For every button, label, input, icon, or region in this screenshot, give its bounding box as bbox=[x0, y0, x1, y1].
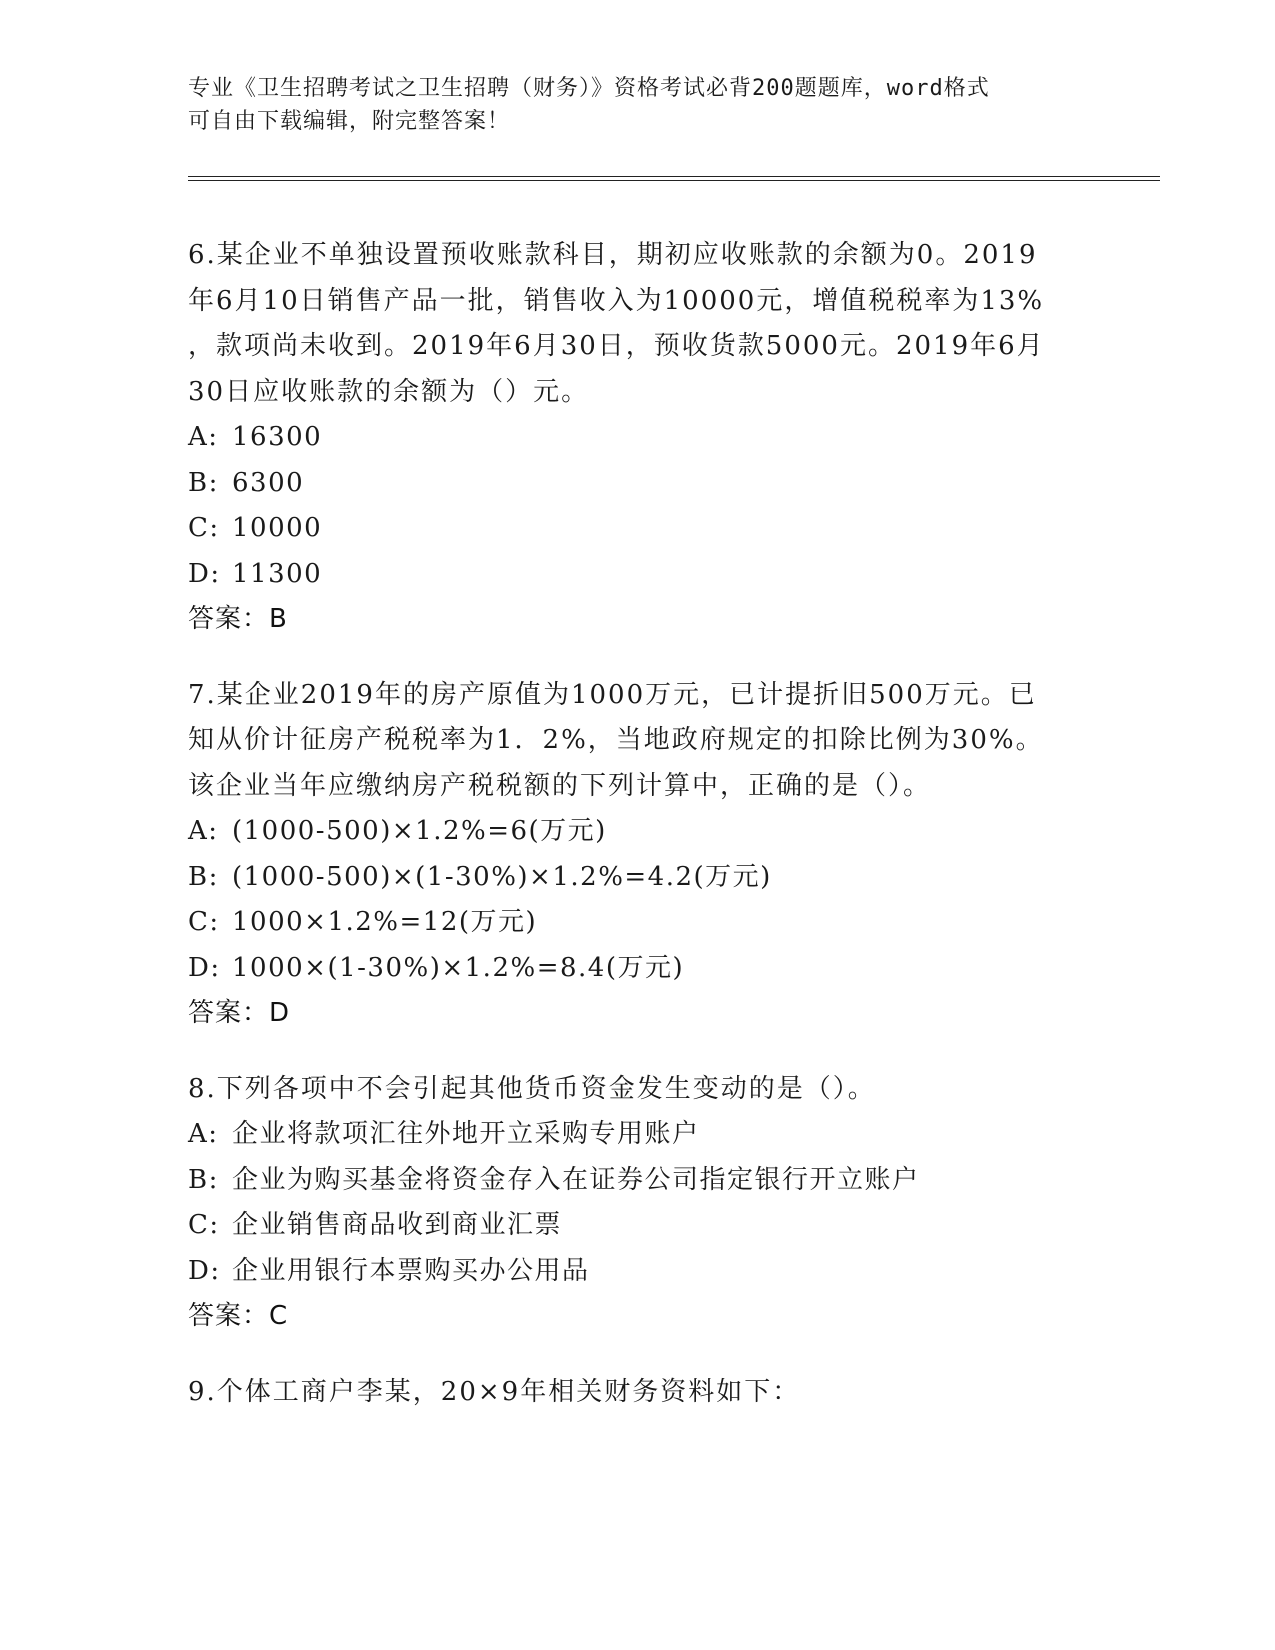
question-stem-line: 9.个体工商户李某，20×9年相关财务资料如下： bbox=[188, 1376, 801, 1407]
question-stem-line: 知从价计征房产税税率为1．2%，当地政府规定的扣除比例为30%。 bbox=[188, 725, 1044, 755]
option-text: 10000 bbox=[232, 513, 323, 543]
question-stem-line: 7.某企业2019年的房产原值为1000万元，已计提折旧500万元。已 bbox=[188, 679, 1037, 710]
option-b bbox=[188, 461, 1088, 507]
option-letter: C: bbox=[188, 907, 220, 937]
option-letter: D: bbox=[188, 1255, 221, 1286]
option-a bbox=[188, 809, 1088, 855]
option-letter: C: bbox=[188, 513, 220, 543]
option-letter: C: bbox=[188, 1210, 220, 1240]
header-divider bbox=[188, 176, 1160, 181]
question-stem-line: 年6月10日销售产品一批，销售收入为10000元，增值税税率为13% bbox=[188, 285, 1045, 316]
option-letter: D: bbox=[188, 952, 221, 983]
header-line-2: 可自由下载编辑，附完整答案！ bbox=[188, 109, 511, 134]
option-c bbox=[188, 506, 1088, 552]
option-text: 1000×1.2%=12(万元) bbox=[232, 907, 538, 937]
answer-line: 答案：B bbox=[188, 604, 288, 634]
option-b bbox=[188, 1158, 1088, 1204]
option-c bbox=[188, 900, 1088, 946]
option-c bbox=[188, 1203, 1088, 1249]
option-a bbox=[188, 1112, 1088, 1158]
question-7 bbox=[188, 673, 1088, 1037]
question-6 bbox=[188, 233, 1088, 643]
question-list bbox=[188, 233, 1088, 1445]
option-text: 企业用银行本票购买办公用品 bbox=[232, 1255, 590, 1286]
option-d bbox=[188, 1249, 1088, 1295]
option-d bbox=[188, 946, 1088, 992]
option-letter: A: bbox=[188, 816, 219, 846]
option-text: 16300 bbox=[232, 422, 323, 452]
option-text: 企业将款项汇往外地开立采购专用账户 bbox=[232, 1119, 700, 1149]
option-text: 企业为购买基金将资金存入在证券公司指定银行开立账户 bbox=[232, 1164, 920, 1195]
answer-line: 答案：D bbox=[188, 998, 291, 1028]
header-line-1: 专业《卫生招聘考试之卫生招聘（财务）》资格考试必背200题题库，word格式 bbox=[188, 76, 990, 101]
question-9 bbox=[188, 1370, 1088, 1416]
option-text: 企业销售商品收到商业汇票 bbox=[232, 1210, 563, 1240]
option-text: (1000-500)×(1-30%)×1.2%=4.2(万元) bbox=[232, 861, 772, 892]
option-letter: A: bbox=[188, 1119, 219, 1149]
question-stem-line: 8.下列各项中不会引起其他货币资金发生变动的是（）。 bbox=[188, 1073, 876, 1104]
option-text: (1000-500)×1.2%=6(万元) bbox=[232, 816, 607, 846]
option-letter: B: bbox=[188, 467, 219, 498]
question-8 bbox=[188, 1067, 1088, 1340]
question-stem-line: ，款项尚未收到。2019年6月30日，预收货款5000元。2019年6月 bbox=[188, 331, 1045, 361]
option-text: 6300 bbox=[232, 467, 305, 498]
option-letter: B: bbox=[188, 861, 219, 892]
question-stem-line: 30日应收账款的余额为（）元。 bbox=[188, 376, 590, 407]
question-stem-line: 6.某企业不单独设置预收账款科目，期初应收账款的余额为0。2019 bbox=[188, 240, 1038, 270]
answer-line: 答案：C bbox=[188, 1301, 289, 1331]
option-letter: D: bbox=[188, 558, 221, 589]
option-b bbox=[188, 855, 1088, 901]
document-header bbox=[188, 72, 1068, 138]
option-d bbox=[188, 552, 1088, 598]
option-a bbox=[188, 415, 1088, 461]
option-text: 11300 bbox=[232, 558, 323, 589]
option-letter: A: bbox=[188, 422, 219, 452]
question-stem-line: 该企业当年应缴纳房产税税额的下列计算中，正确的是（）。 bbox=[188, 770, 932, 801]
option-letter: B: bbox=[188, 1164, 219, 1195]
option-text: 1000×(1-30%)×1.2%=8.4(万元) bbox=[232, 952, 685, 983]
